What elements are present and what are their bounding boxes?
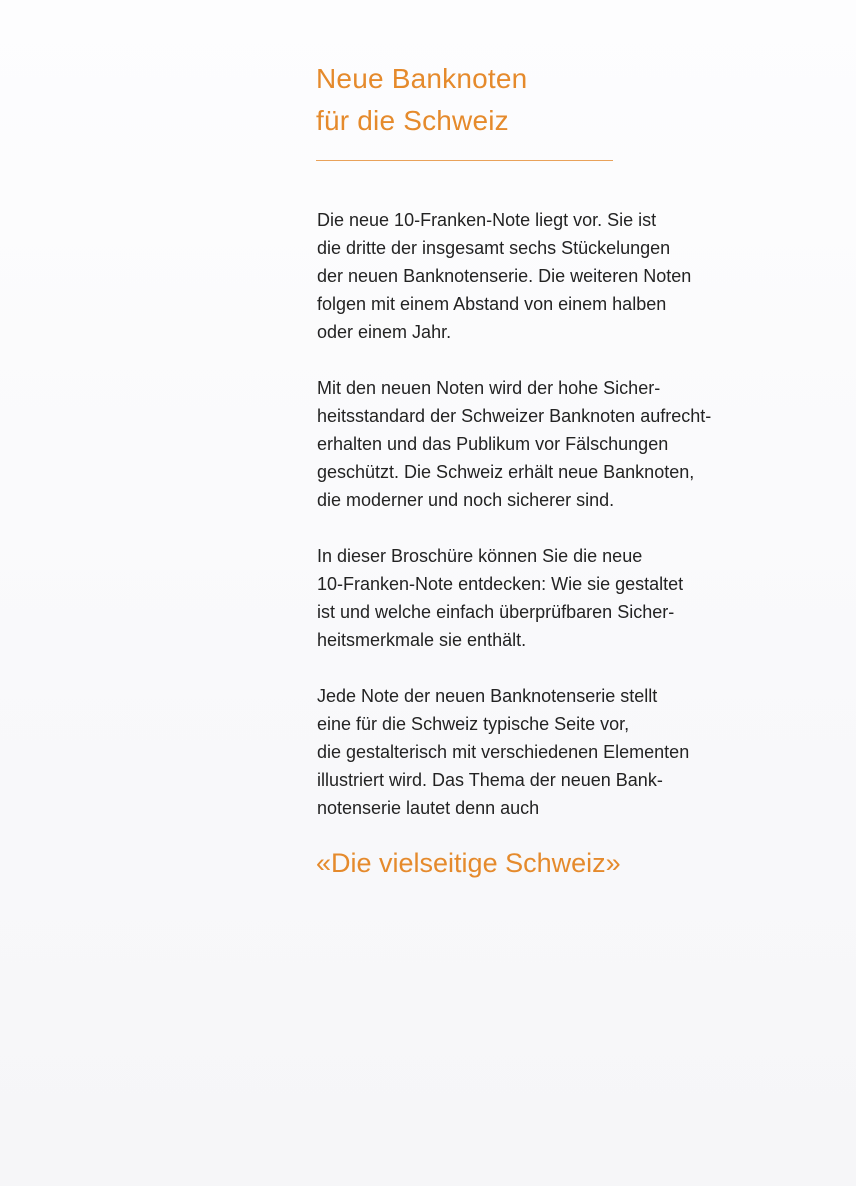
text-line: ist und welche einfach überprüfbaren Sicher- xyxy=(317,602,675,622)
text-line: die gestalterisch mit verschiedenen Elementen xyxy=(317,742,690,762)
text-line: folgen mit einem Abstand von einem halben xyxy=(317,294,667,314)
text-line: Mit den neuen Noten wird der hohe Sicher- xyxy=(317,378,661,398)
title-divider xyxy=(316,160,613,161)
text-line: In dieser Broschüre können Sie die neue xyxy=(317,546,643,566)
text-line: erhalten und das Publikum vor Fälschungen xyxy=(317,434,669,454)
text-line: der neuen Banknotenserie. Die weiteren Noten xyxy=(317,266,692,286)
paragraph-intro xyxy=(317,206,797,346)
text-line: oder einem Jahr. xyxy=(317,322,452,342)
text-line: 10-Franken-Note entdecken: Wie sie gestaltet xyxy=(317,574,684,594)
body-text xyxy=(317,206,797,850)
text-line: Jede Note der neuen Banknotenserie stellt xyxy=(317,686,658,706)
paragraph-theme xyxy=(317,682,797,822)
theme-quote: «Die vielseitige Schweiz» xyxy=(316,848,621,878)
page-title-line-1: Neue Banknoten xyxy=(316,63,528,94)
page-title xyxy=(316,58,527,142)
text-line: die dritte der insgesamt sechs Stückelungen xyxy=(317,238,671,258)
text-line: notenserie lautet denn auch xyxy=(317,798,540,818)
text-line: heitsstandard der Schweizer Banknoten aufrecht- xyxy=(317,406,712,426)
paragraph-security xyxy=(317,374,797,514)
text-line: Die neue 10-Franken-Note liegt vor. Sie ist xyxy=(317,210,657,230)
text-line: illustriert wird. Das Thema der neuen Bank- xyxy=(317,770,663,790)
paragraph-brochure xyxy=(317,542,797,654)
text-line: eine für die Schweiz typische Seite vor, xyxy=(317,714,630,734)
page-title-line-2: für die Schweiz xyxy=(316,105,509,136)
text-line: die moderner und noch sicherer sind. xyxy=(317,490,615,510)
text-line: heitsmerkmale sie enthält. xyxy=(317,630,527,650)
text-line: geschützt. Die Schweiz erhält neue Banknoten, xyxy=(317,462,695,482)
